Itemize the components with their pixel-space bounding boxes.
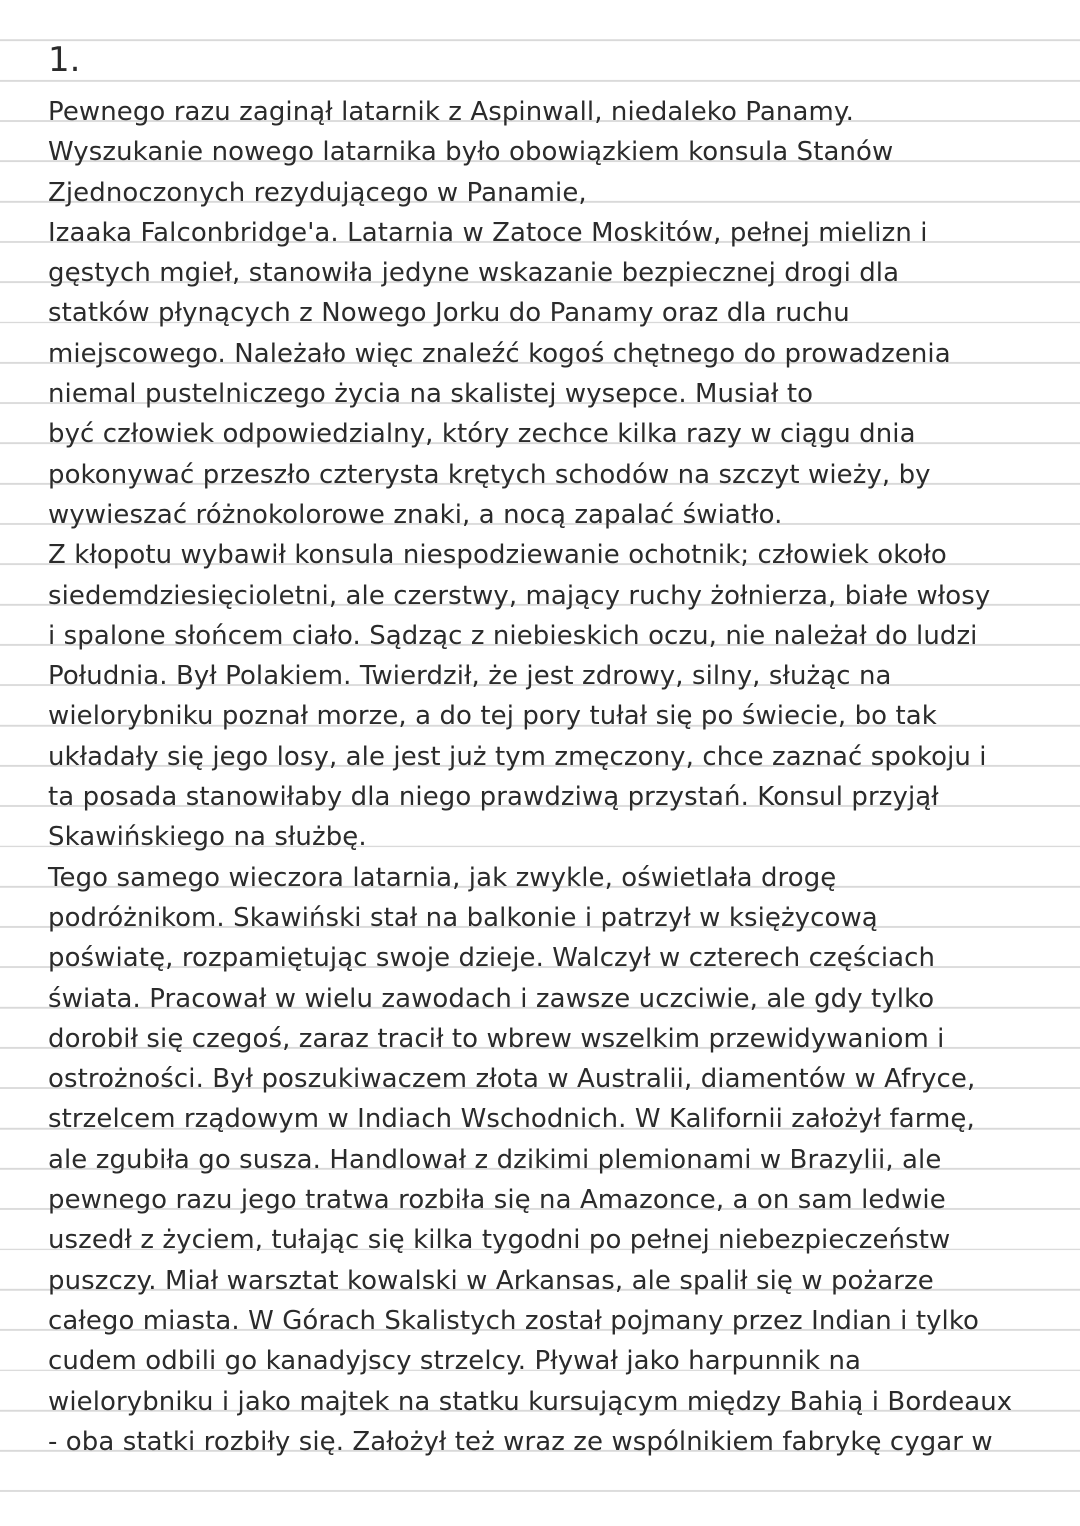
text-line: ostrożności. Był poszukiwaczem złota w Australii, diamentów w Afryce,: [48, 1064, 976, 1095]
text-line: świata. Pracował w wielu zawodach i zawsze uczciwie, ale gdy tylko: [48, 983, 935, 1014]
text-line: wielorybniku poznał morze, a do tej pory tułał się po świecie, bo tak: [48, 701, 937, 732]
text-line: Wyszukanie nowego latarnika było obowiązkiem konsula Stanów: [48, 137, 894, 168]
text-line: wielorybniku i jako majtek na statku kursującym między Bahią i Bordeaux: [48, 1386, 1013, 1417]
text-line: Tego samego wieczora latarnia, jak zwykle, oświetlała drogę: [48, 862, 837, 893]
text-line: wywieszać różnokolorowe znaki, a nocą zapalać światło.: [48, 499, 783, 530]
text-line: Izaaka Falconbridge'a. Latarnia w Zatoce Moskitów, pełnej mielizn i: [48, 217, 928, 248]
text-line: miejscowego. Należało więc znaleźć kogoś chętnego do prowadzenia: [48, 338, 951, 369]
text-line: Południa. Był Polakiem. Twierdził, że jest zdrowy, silny, służąc na: [48, 661, 892, 692]
text-line: gęstych mgieł, stanowiła jedyne wskazanie bezpiecznej drogi dla: [48, 258, 900, 289]
text-line: pewnego razu jego tratwa rozbiła się na Amazonce, a on sam ledwie: [48, 1185, 946, 1216]
text-line: ale zgubiła go susza. Handlował z dzikimi plemionami w Brazylii, ale: [48, 1144, 942, 1175]
text-line: - oba statki rozbiły się. Założył też wraz ze wspólnikiem fabrykę cygar w: [48, 1426, 993, 1457]
text-line: pokonywać przeszło czterysta krętych schodów na szczyt wieży, by: [48, 459, 931, 490]
text-line: i spalone słońcem ciało. Sądząc z niebieskich oczu, nie należał do ludzi: [48, 620, 978, 651]
text-line: układały się jego losy, ale jest już tym zmęczony, chce zaznać spokoju i: [48, 741, 987, 772]
text-line: statków płynących z Nowego Jorku do Panamy oraz dla ruchu: [48, 298, 850, 329]
text-line: dorobił się czegoś, zaraz tracił to wbrew wszelkim przewidywaniom i: [48, 1023, 945, 1054]
text-line: Pewnego razu zaginął latarnik z Aspinwall, niedaleko Panamy.: [48, 97, 854, 127]
text-line: siedemdziesięcioletni, ale czerstwy, mający ruchy żołnierza, białe włosy: [48, 580, 991, 611]
text-line: Skawińskiego na służbę.: [48, 822, 367, 853]
text-line: strzelcem rządowym w Indiach Wschodnich. W Kalifornii założył farmę,: [48, 1104, 975, 1135]
text-line: cudem odbili go kanadyjscy strzelcy. Pływał jako harpunnik na: [48, 1346, 862, 1377]
text-line: poświatę, rozpamiętując swoje dzieje. Walczył w czterech częściach: [48, 943, 936, 974]
text-line: całego miasta. W Górach Skalistych został pojmany przez Indian i tylko: [48, 1305, 980, 1336]
text-line: podróżnikom. Skawiński stał na balkonie i patrzył w księżycową: [48, 902, 878, 933]
text-line: ta posada stanowiłaby dla niego prawdziwą przystań. Konsul przyjął: [48, 782, 939, 813]
text-line: Zjednoczonych rezydującego w Panamie,: [48, 177, 587, 208]
text-line: niemal pustelniczego życia na skalistej wysepce. Musiał to: [48, 379, 814, 410]
text-line: puszczy. Miał warsztat kowalski w Arkansas, ale spalił się w pożarze: [48, 1265, 934, 1296]
page-heading: 1.: [48, 40, 81, 80]
text-line: Z kłopotu wybawił konsula niespodziewanie ochotnik; człowiek około: [48, 540, 947, 571]
text-body: [48, 92, 1078, 1462]
text-line: być człowiek odpowiedzialny, który zechce kilka razy w ciągu dnia: [48, 419, 916, 450]
text-line: uszedł z życiem, tułając się kilka tygodni po pełnej niebezpieczeństw: [48, 1225, 951, 1256]
